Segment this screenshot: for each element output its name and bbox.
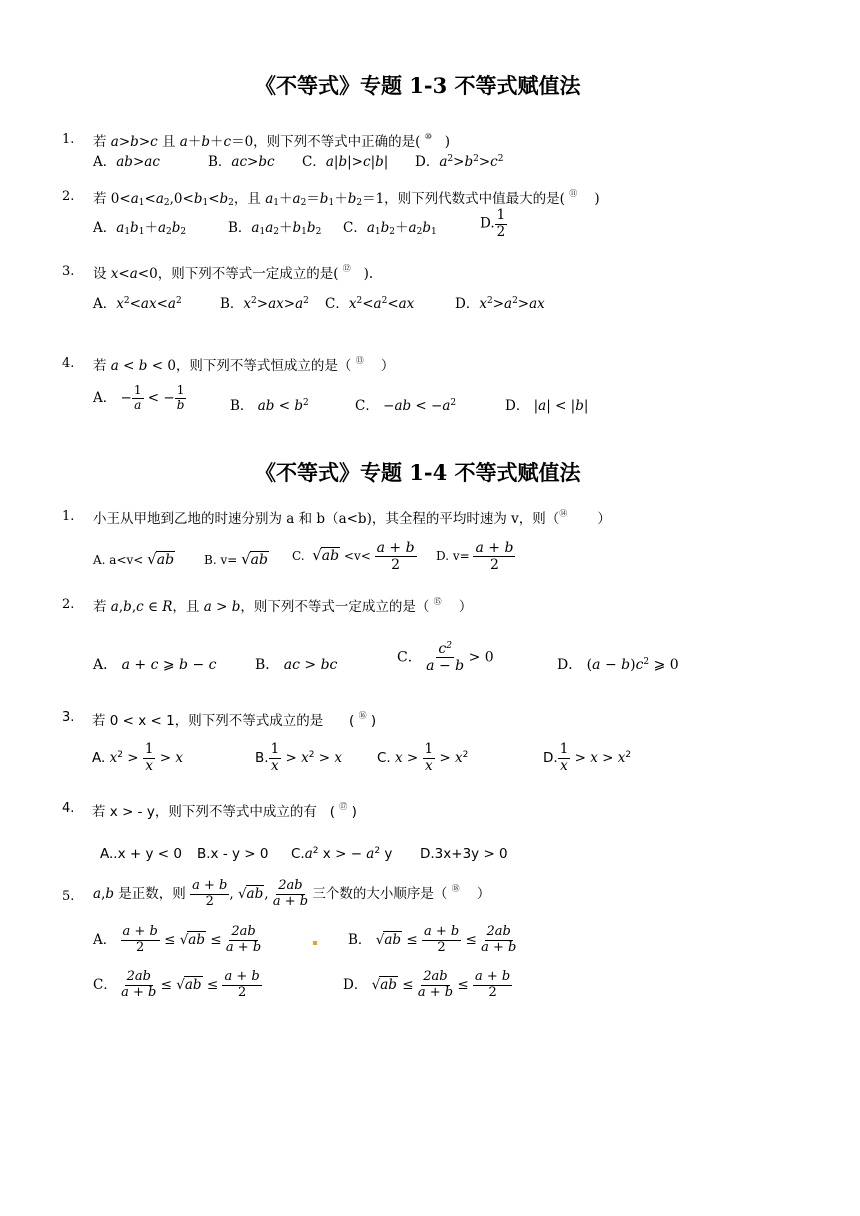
s2-q4-option-a: A..x + y < 0	[100, 846, 182, 862]
q1-stem: 若 a>b>c 且 a＋b＋c＝0，则下列不等式中正确的是( ⑩ )	[93, 132, 451, 150]
q1-option-b: B．ac>bc	[208, 154, 275, 170]
q4-option-a: A． − $\frac{1}{a}$ < − $\frac{1}{b}$	[93, 383, 185, 412]
q2-stem: 若 $0<a_1<a_2,0<b_1<b_2$，且 $a_1+a_2=b_1+b_2=1$，则下列代数式中值最大的是( ⑪ )	[93, 189, 600, 208]
answer-marker: ⑯	[358, 711, 367, 720]
s2-q2-number: 2.	[62, 597, 75, 612]
answer-marker: ⑮	[433, 597, 442, 606]
answer-marker: ⑭	[559, 509, 568, 518]
answer-marker: ⑬	[355, 356, 364, 365]
answer-marker: ⑩	[424, 132, 432, 141]
s2-q3-stem: 若 0 < x < 1，则下列不等式成立的是 ( ⑯ )	[92, 711, 377, 729]
s2-q5-option-a: A． $\frac{a + b}{2}$ ≤ √ab ≤ $\frac{2ab}{a + b}$	[93, 924, 262, 955]
q1-options: A．ab>ac	[93, 154, 160, 170]
s2-q2-option-c: C． $\frac{c^2}{a - b}$ > 0	[397, 641, 494, 675]
q3-option-a: A．$x^2<ax<a^2$	[93, 296, 182, 312]
s2-q1-option-b: B. v= √ab	[204, 550, 268, 568]
q1-option-c: C．a|b|>c|b|	[302, 154, 389, 170]
s2-q1-stem: 小王从甲地到乙地的时速分别为 a 和 b（a<b)，其全程的平均时速为 v，则（⑭ ）	[93, 509, 611, 527]
q1-option-d: D．$a^2>b^2>c^2$	[415, 154, 504, 170]
s2-q5-number: 5.	[62, 889, 75, 904]
s2-q1-option-a: A. a<v< √ab	[93, 550, 175, 568]
q2-option-d: D. $\frac{1}{2}$	[480, 207, 506, 240]
s2-q3-option-a: A. $x^2$ > $\frac{1}{x}$ > x	[92, 741, 183, 774]
s2-q2-option-a: A． a + c ⩾ b − c	[93, 657, 217, 673]
q4-number: 4.	[62, 356, 75, 371]
s2-q2-option-d: D． $(a - b)c^2$ ⩾ 0	[557, 657, 679, 673]
s2-q5-option-b: B． √ab ≤ $\frac{a + b}{2}$ ≤ $\frac{2ab}{a + b}$	[348, 924, 517, 955]
q4-option-b: B． ab < $b^2$	[230, 398, 309, 414]
s2-q3-option-b: B. $\frac{1}{x}$ > $x^2 > x$	[255, 741, 342, 774]
decorative-dot	[313, 941, 317, 945]
answer-marker: ⑪	[569, 189, 578, 198]
q1-number: 1.	[62, 132, 75, 147]
q3-option-d: D．$x^2>a^2>ax$	[455, 296, 545, 312]
section-title-1: 《不等式》专题 1-3 不等式赋值法	[255, 73, 581, 98]
s2-q4-stem: 若 x > - y，则下列不等式中成立的有 ( ⑰ )	[92, 802, 357, 820]
s2-q1-option-d: D. v= $\frac{a + b}{2}$	[436, 540, 514, 574]
s2-q3-option-c: C. x > $\frac{1}{x}$ > $x^2$	[377, 741, 469, 774]
s2-q1-number: 1.	[62, 509, 75, 524]
q3-number: 3.	[62, 264, 75, 279]
s2-q3-number: 3.	[62, 710, 75, 725]
answer-marker: ⑱	[451, 883, 460, 893]
q3-stem: 设 x<a<0，则下列不等式一定成立的是( ⑫ ).	[93, 264, 374, 282]
s2-q5-stem: a,b 是正数，则 $\frac{a + b}{2}$ , √ab, $\frac{2ab}{a + b}$ 三个数的大小顺序是（ ⑱ ）	[93, 878, 491, 909]
s2-q5-option-d: D． √ab ≤ $\frac{2ab}{a + b}$ ≤ $\frac{a + b}{2}$	[343, 969, 511, 1000]
s2-q4-option-b: B.x - y > 0	[197, 846, 269, 862]
q4-stem: 若 a < b < 0，则下列不等式恒成立的是（ ⑬ ）	[93, 356, 395, 374]
s2-q3-option-d: D. $\frac{1}{x}$ > $x > x^2$	[543, 741, 632, 774]
q3-option-b: B．$x^2>ax>a^2$	[220, 296, 309, 312]
answer-marker: ⑰	[339, 802, 348, 811]
s2-q4-number: 4.	[62, 801, 75, 816]
s2-q2-stem: 若 a,b,c ∈ R，且 a > b，则下列不等式一定成立的是（ ⑮ ）	[93, 597, 473, 615]
q2-option-c: C．$a_1b_2+a_2b_1$	[343, 220, 437, 237]
q4-option-c: C． $-ab < -a^2$	[355, 398, 457, 414]
q4-option-d: D． |a| < |b|	[505, 398, 589, 414]
section-title-2: 《不等式》专题 1-4 不等式赋值法	[255, 460, 581, 485]
q3-option-c: C．$x^2<a^2<ax$	[325, 296, 415, 312]
s2-q4-option-d: D.3x+3y > 0	[420, 846, 508, 862]
s2-q1-option-c: C. √ab <v< $\frac{a + b}{2}$	[292, 540, 415, 574]
q2-number: 2.	[62, 189, 75, 204]
q2-option-b: B．$a_1a_2+b_1b_2$	[228, 220, 322, 237]
s2-q2-option-b: B． ac > bc	[255, 657, 338, 673]
s2-q4-option-c: $C.a^2$ x > − $a^2$ y	[291, 846, 393, 862]
s2-q5-option-c: C． $\frac{2ab}{a + b}$ ≤ √ab ≤ $\frac{a + b}{2}$	[93, 969, 260, 1000]
answer-marker: ⑫	[342, 264, 351, 273]
q2-option-a: A．$a_1b_1+a_2b_2$	[93, 220, 187, 237]
